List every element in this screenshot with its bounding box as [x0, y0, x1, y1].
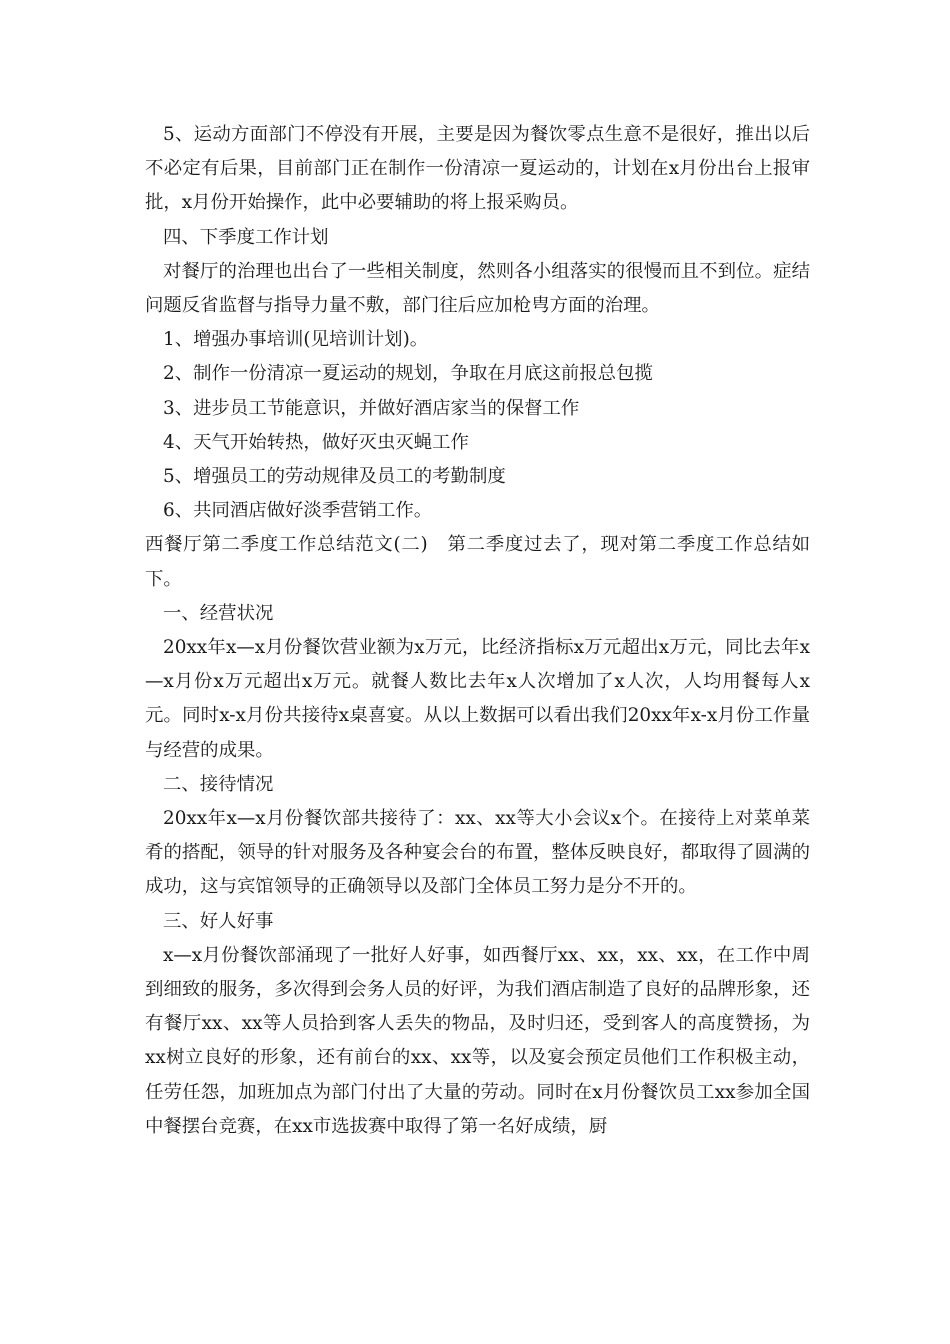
document-body [145, 118, 810, 1144]
section-heading-good-deeds: 三、好人好事 [163, 910, 274, 932]
section-heading-operations: 一、经营状况 [163, 602, 274, 624]
plan-item-3: 3、进步员工节能意识，并做好酒店家当的保督工作 [163, 397, 580, 419]
plan-item-2: 2、制作一份清凉一夏运动的规划，争取在月底这前报总包揽 [163, 363, 653, 385]
plan-item-5: 5、增强员工的劳动规律及员工的考勤制度 [163, 466, 506, 488]
article-title-intro: 西餐厅第二季度工作总结范文(二) 第二季度过去了，现对第二季度工作总结如下。 [145, 534, 810, 590]
section-heading-next-quarter-plan: 四、下季度工作计划 [163, 226, 329, 248]
paragraph-good-deeds: x—x月份餐饮部涌现了一批好人好事，如西餐厅xx、xx，xx、xx，在工作中周到细致的服务，多次得到会务人员的好评，为我们酒店制造了良好的品牌形象，还有餐厅xx、xx等人员拾到客人丢失的物品，及时归还，受到客人的高度赞扬，为xx树立良好的形象，还有前台的xx、xx等，以及宴会预定员他们工作积极主动，任劳任怨，加班加点为部门付出了大量的劳动。同时在x月份餐饮员工xx参加全国中餐摆台竞赛，在xx市选拔赛中取得了第一名好成绩，厨 [145, 944, 810, 1137]
plan-item-1: 1、增强办事培训(见培训计划)。 [163, 329, 429, 351]
plan-item-4: 4、天气开始转热，做好灭虫灭蝇工作 [163, 431, 469, 453]
section-heading-reception: 二、接待情况 [163, 773, 274, 795]
paragraph-management: 对餐厅的治理也出台了一些相关制度，然则各小组落实的很慢而且不到位。症结问题反省监督与指导力量不敷，部门往后应加枪㽕方面的治理。 [145, 260, 810, 317]
plan-item-6: 6、共同酒店做好淡季营销工作。 [163, 500, 433, 522]
paragraph-item-5: 5、运动方面部门不停没有开展，主要是因为餐饮零点生意不是很好，推出以后不必定有后果，目前部门正在制作一份清凉一夏运动的，计划在x月份出台上报审批，x月份开始操作，此中必要辅助的将上报采购员。 [145, 124, 810, 214]
paragraph-operations: 20xx年x—x月份餐饮营业额为x万元，比经济指标x万元超出x万元，同比去年x—x月份x万元超出x万元。就餐人数比去年x人次增加了x人次，人均用餐每人x元。同时x-x月份共接待x桌喜宴。从以上数据可以看出我们20xx年x-x月份工作量与经营的成果。 [145, 637, 810, 761]
paragraph-reception: 20xx年x—x月份餐饮部共接待了：xx、xx等大小会议x个。在接待上对菜单菜肴的搭配，领导的针对服务及各种宴会台的布置，整体反映良好，都取得了圆满的成功，这与宾馆领导的正确领导以及部门全体员工努力是分不开的。 [145, 808, 810, 898]
